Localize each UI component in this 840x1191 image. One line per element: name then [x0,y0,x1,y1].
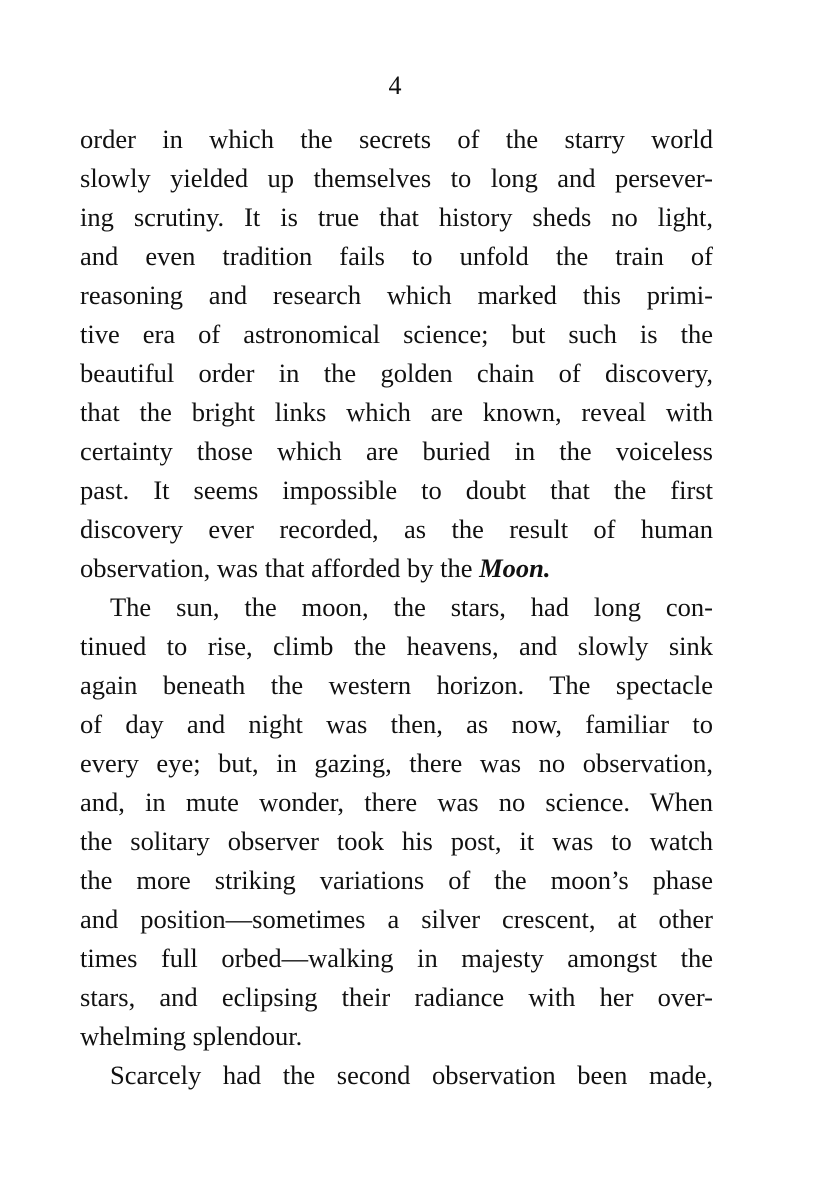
page-number: 4 [388,71,402,100]
text-line: and, in mute wonder, there was no science. When [80,787,713,817]
text-line: times full orbed—walking in majesty amongst the [80,943,713,973]
text-line: tinued to rise, climb the heavens, and slowly sink [80,631,713,661]
body-text [80,120,713,1095]
text-line: and even tradition fails to unfold the train of [80,241,713,271]
text-line: that the bright links which are known, reveal with [80,397,713,427]
text-line: tive era of astronomical science; but such is the [80,319,713,349]
text-line-prefix: observation, was that afforded by the [80,553,480,583]
text-line: the more striking variations of the moon’s phase [80,865,713,895]
text-line: reasoning and research which marked this primi- [80,280,713,310]
paragraph-2 [80,588,713,1056]
text-line: again beneath the western horizon. The spectacle [80,670,713,700]
text-line: the solitary observer took his post, it was to watch [80,826,713,856]
text-line: discovery ever recorded, as the result of human [80,514,713,544]
text-line: stars, and eclipsing their radiance with her over- [80,982,713,1012]
text-line: past. It seems impossible to doubt that the first [80,475,713,505]
paragraph-3 [80,1056,713,1095]
text-line: Scarcely had the second observation been made, [110,1060,713,1090]
text-line [80,549,713,588]
paragraph-1 [80,120,713,588]
text-line: The sun, the moon, the stars, had long con- [110,592,713,622]
text-line: and position—sometimes a silver crescent, at other [80,904,713,934]
text-line: beautiful order in the golden chain of discovery, [80,358,713,388]
text-line: of day and night was then, as now, familiar to [80,709,713,739]
text-line: certainty those which are buried in the voiceless [80,436,713,466]
emphasized-word: Moon. [479,553,551,583]
text-line: every eye; but, in gazing, there was no observation, [80,748,713,778]
text-line: whelming splendour. [80,1021,303,1051]
text-line: slowly yielded up themselves to long and persever- [80,163,713,193]
text-line: order in which the secrets of the starry world [80,124,713,154]
text-line: ing scrutiny. It is true that history sheds no light, [80,202,713,232]
